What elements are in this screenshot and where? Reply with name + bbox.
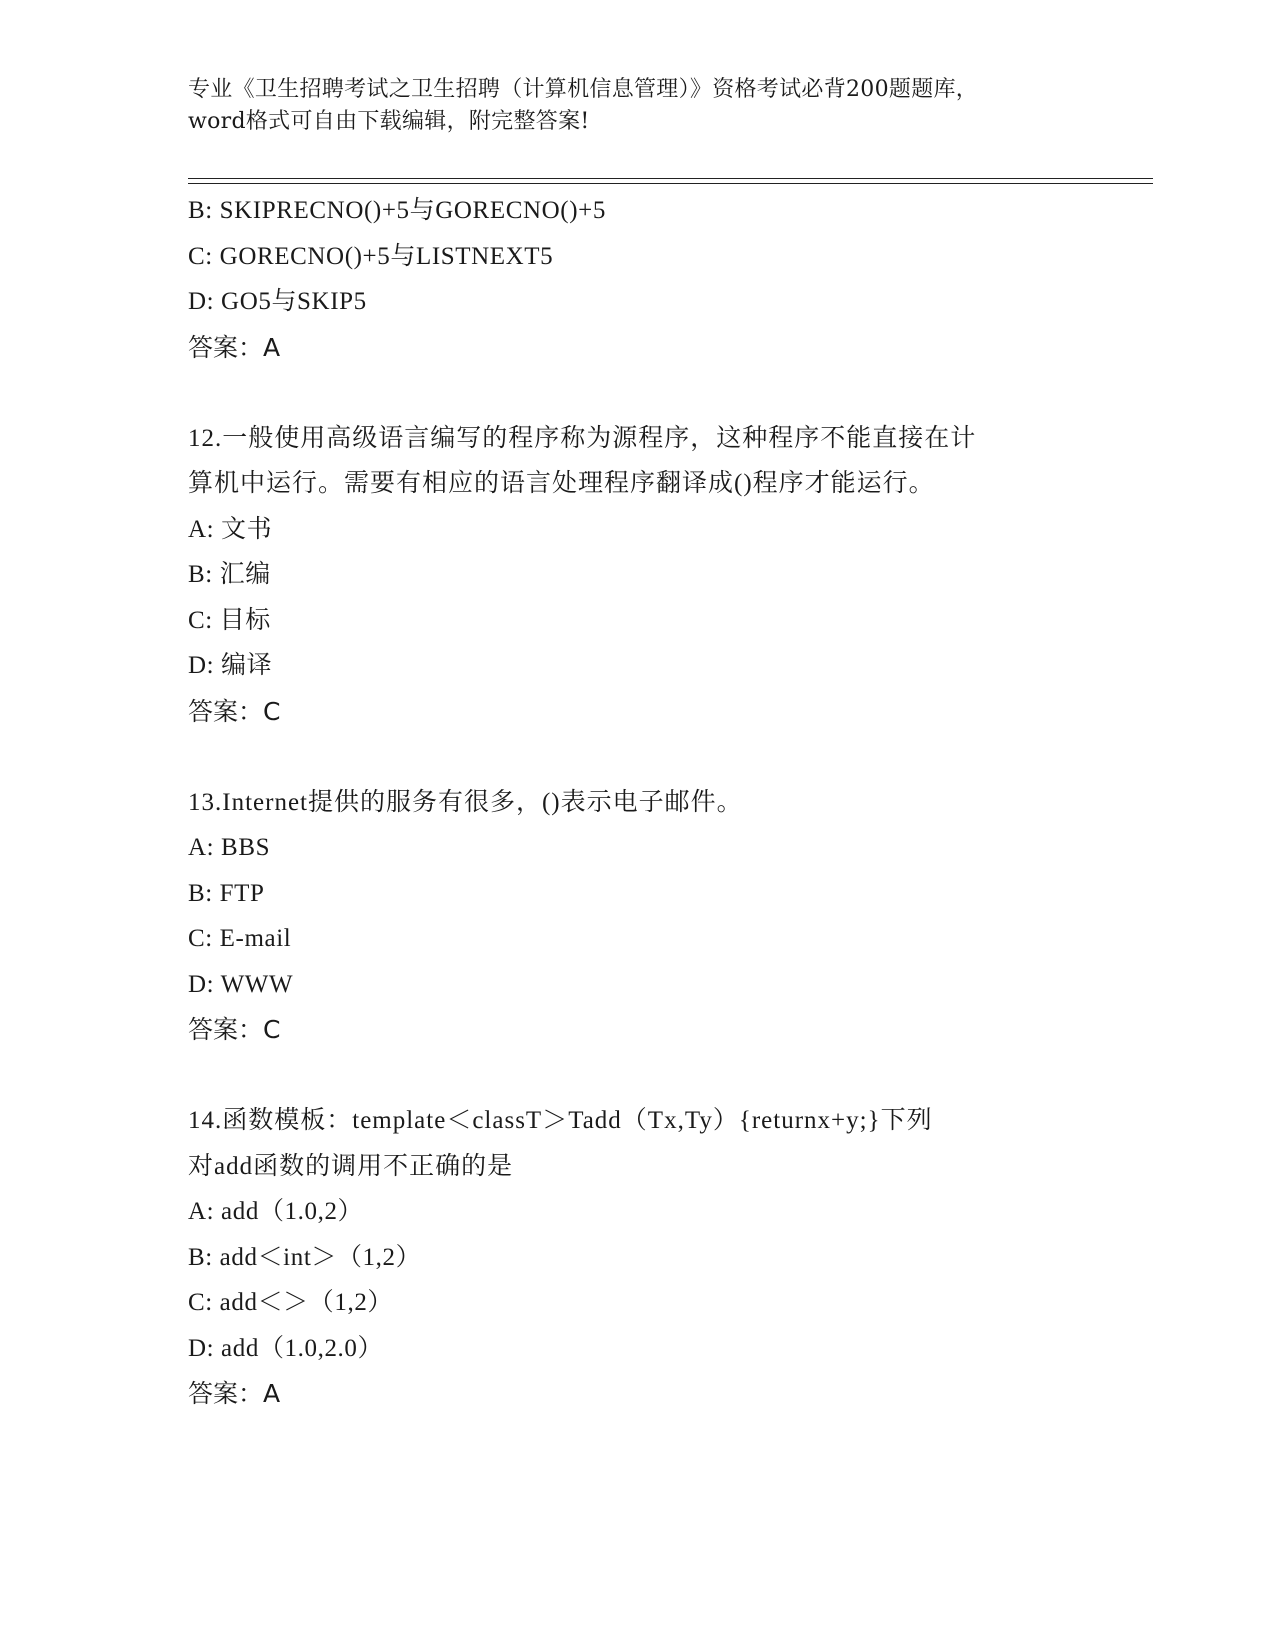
question-13: [188, 780, 1088, 1053]
header-divider-bottom: [188, 183, 1153, 184]
answer-text: 答案：A: [188, 332, 281, 362]
answer-text: 答案：C: [188, 696, 281, 726]
answer-text: 答案：C: [188, 1015, 281, 1044]
header-line-1: 专业《卫生招聘考试之卫生招聘（计算机信息管理）》资格考试必背200题题库，: [188, 77, 979, 102]
question-stem-line: 14.函数模板：template＜classT＞Tadd（Tx,Ty）{returnx+y;}下列: [188, 1107, 933, 1134]
spacer: [188, 370, 1088, 416]
document-header: [188, 74, 1088, 138]
question-14: [188, 1098, 1088, 1417]
option-b: B: add＜int＞（1,2）: [188, 1243, 422, 1271]
spacer: [188, 1053, 1088, 1099]
question-stem-line: 12.一般使用高级语言编写的程序称为源程序，这种程序不能直接在计: [188, 424, 977, 452]
option-b: B: FTP: [188, 879, 265, 907]
option-a: A: BBS: [188, 834, 271, 861]
option-c: C: add＜＞（1,2）: [188, 1289, 394, 1316]
option-d: D: WWW: [188, 970, 294, 998]
option-b: B: 汇编: [188, 561, 271, 588]
option-c: C: E-mail: [188, 925, 292, 952]
option-d: D: 编译: [188, 652, 273, 679]
answer-text: 答案：A: [188, 1379, 281, 1408]
option-a: A: 文书: [188, 515, 273, 543]
question-stem-line: 算机中运行。需要有相应的语言处理程序翻译成()程序才能运行。: [188, 470, 935, 497]
option-a: A: add（1.0,2）: [188, 1198, 364, 1225]
option-d: D: add（1.0,2.0）: [188, 1334, 384, 1362]
question-continued: [188, 188, 1088, 370]
option-d: D: GO5与SKIP5: [188, 288, 367, 315]
question-12: [188, 416, 1088, 735]
spacer: [188, 734, 1088, 780]
header-line-2: word格式可自由下载编辑，附完整答案!: [188, 109, 590, 134]
option-c: C: 目标: [188, 606, 271, 634]
question-stem-line: 13.Internet提供的服务有很多，()表示电子邮件。: [188, 788, 743, 816]
option-c: C: GORECNO()+5与LISTNEXT5: [188, 242, 554, 270]
option-b: B: SKIPRECNO()+5与GORECNO()+5: [188, 197, 606, 224]
question-stem-line: 对add函数的调用不正确的是: [188, 1152, 514, 1180]
question-content: [188, 188, 1088, 1417]
header-divider-top: [188, 178, 1153, 179]
